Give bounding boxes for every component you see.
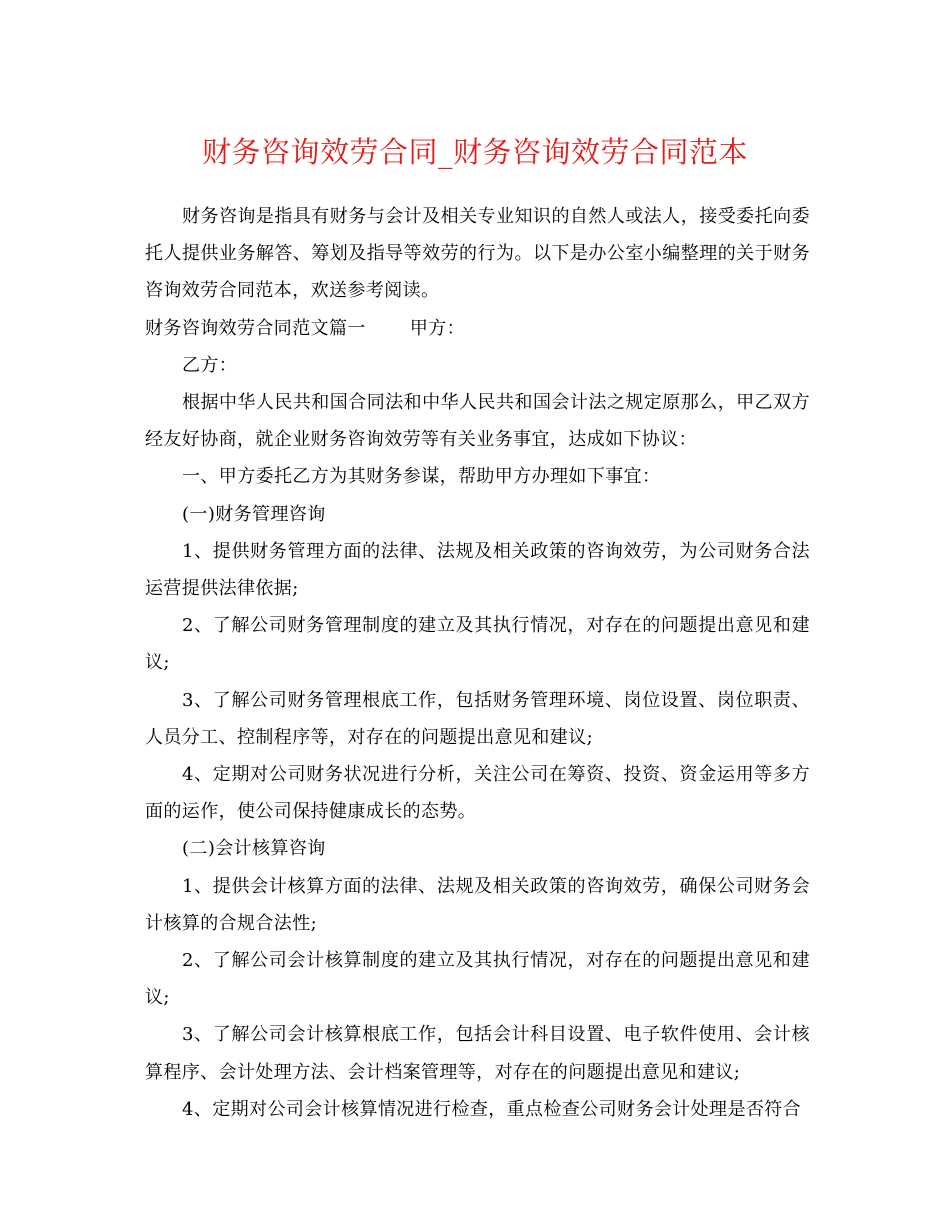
list-item: 3、了解公司财务管理根底工作，包括财务管理环境、岗位设置、岗位职责、人员分工、控制程序等，对存在的问题提出意见和建议; [145, 689, 810, 748]
list-item: 1、提供财务管理方面的法律、法规及相关政策的咨询效劳，为公司财务合法运营提供法律依据; [145, 540, 810, 600]
document-body [145, 198, 810, 1128]
section-heading: 财务咨询效劳合同范文篇一 [145, 317, 366, 339]
subsection-heading: (二)会计核算咨询 [182, 838, 326, 860]
list-item: 1、提供会计核算方面的法律、法规及相关政策的咨询效劳，确保公司财务会计核算的合规合法性; [145, 875, 810, 934]
intro-paragraph: 财务咨询是指具有财务与会计及相关专业知识的自然人或法人，接受委托向委托人提供业务解答、筹划及指导等效劳的行为。以下是办公室小编整理的关于财务咨询效劳合同范本，欢送参考阅读。 [145, 206, 810, 302]
basis-paragraph: 根据中华人民共和国合同法和中华人民共和国会计法之规定原那么，甲乙双方经友好协商，就企业财务咨询效劳等有关业务事宜，达成如下协议： [145, 392, 810, 451]
clause-1: 一、甲方委托乙方为其财务参谋，帮助甲方办理如下事宜： [182, 466, 661, 488]
list-item: 2、了解公司财务管理制度的建立及其执行情况，对存在的问题提出意见和建议; [145, 615, 810, 674]
document-title: 财务咨询效劳合同_财务咨询效劳合同范本 [201, 135, 748, 169]
list-item: 4、定期对公司会计核算情况进行检查，重点检查公司财务会计处理是否符合 [182, 1098, 802, 1120]
party-a-label: 甲方： [409, 317, 466, 339]
list-item: 3、了解公司会计核算根底工作，包括会计科目设置、电子软件使用、会计核算程序、会计处理方法、会计档案管理等，对存在的问题提出意见和建议; [145, 1024, 810, 1083]
list-item: 2、了解公司会计核算制度的建立及其执行情况，对存在的问题提出意见和建议; [145, 950, 810, 1009]
subsection-heading: (一)财务管理咨询 [182, 503, 326, 525]
section-heading-line [145, 310, 810, 347]
list-item: 4、定期对公司财务状况进行分析，关注公司在筹资、投资、资金运用等多方面的运作，使公司保持健康成长的态势。 [145, 764, 810, 823]
party-b-label: 乙方： [182, 354, 238, 376]
